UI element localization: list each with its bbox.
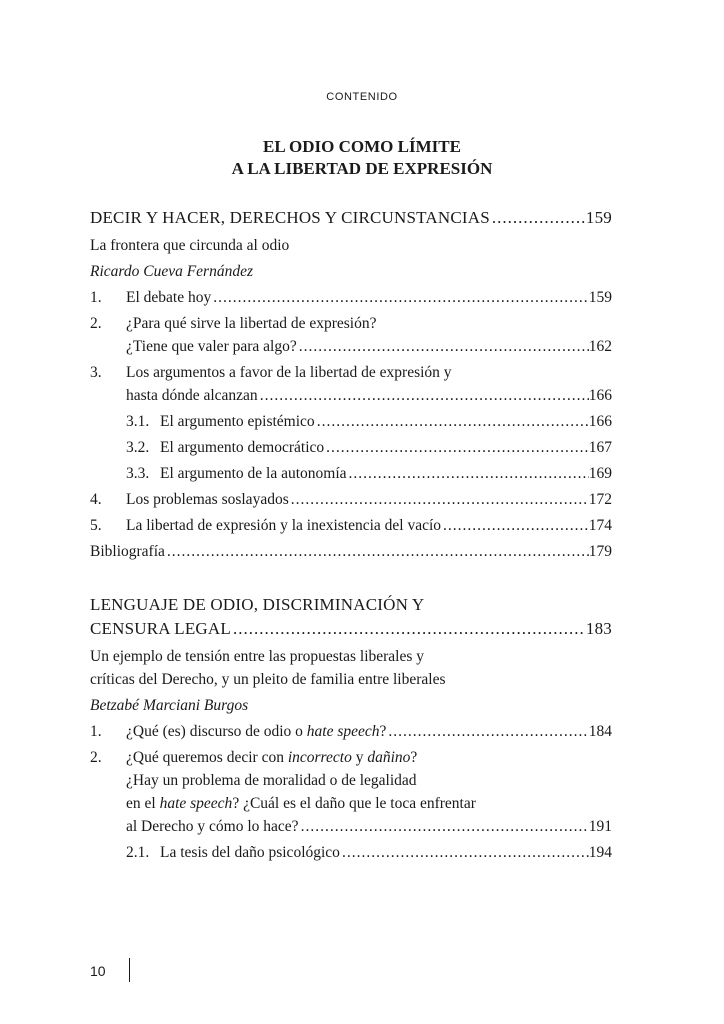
entry-title-line: hasta dónde alcanzan	[126, 387, 258, 404]
subentry-page: 169	[588, 465, 612, 482]
dot-leader	[289, 488, 589, 511]
toc-entry-4[interactable]	[90, 488, 612, 511]
entry-number: 1.	[90, 289, 102, 306]
entry-number: 3.	[90, 364, 102, 381]
toc-entry-3[interactable]	[90, 361, 612, 407]
running-head: CONTENIDO	[326, 91, 398, 103]
subentry-title: El argumento de la autonomía	[160, 465, 347, 482]
entry-title-line: ¿Hay un problema de moralidad o de legalidad	[126, 772, 417, 789]
entry-number: 1.	[90, 723, 102, 740]
dot-leader	[231, 617, 586, 641]
section-2-author: Betzabé Marciani Burgos	[90, 697, 249, 714]
section-1-subtitle: La frontera que circunda al odio	[90, 237, 290, 254]
toc-subentry-3-2[interactable]	[90, 436, 612, 459]
section-1-heading-text: DECIR Y HACER, DERECHOS Y CIRCUNSTANCIAS	[90, 208, 490, 227]
dot-leader	[340, 841, 589, 864]
page-number: 10	[90, 963, 106, 979]
folio-divider	[129, 958, 130, 982]
entry-number: 5.	[90, 517, 102, 534]
section-1-author: Ricardo Cueva Fernández	[90, 263, 253, 280]
book-title	[0, 136, 724, 180]
section-1-heading[interactable]	[90, 206, 612, 230]
dot-leader	[165, 540, 589, 563]
section-2-heading-line-2: CENSURA LEGAL	[90, 619, 231, 638]
toc-entry-s2-2[interactable]	[90, 746, 612, 838]
bibliography-page: 179	[588, 543, 612, 560]
section-2-heading[interactable]	[90, 593, 612, 641]
entry-number: 4.	[90, 491, 102, 508]
toc-bibliography[interactable]	[90, 540, 612, 563]
section-2-heading-line-1: LENGUAJE DE ODIO, DISCRIMINACIÓN Y	[90, 595, 425, 614]
subentry-number: 2.1.	[126, 844, 150, 861]
section-1-heading-page: 159	[585, 208, 612, 227]
subentry-number: 3.2.	[126, 439, 150, 456]
entry-page: 166	[588, 387, 612, 404]
subentry-page: 167	[588, 439, 612, 456]
section-2-subtitle-line-1: Un ejemplo de tensión entre las propuestas liberales y	[90, 648, 425, 665]
book-title-line-2: A LA LIBERTAD DE EXPRESIÓN	[231, 159, 493, 178]
dot-leader	[211, 286, 589, 309]
entry-page: 162	[588, 338, 612, 355]
subentry-number: 3.1.	[126, 413, 150, 430]
entry-title-line: al Derecho y cómo lo hace?	[126, 818, 299, 835]
subentry-page: 166	[588, 413, 612, 430]
dot-leader	[441, 514, 589, 537]
dot-leader	[299, 815, 589, 838]
toc-subentry-3-3[interactable]	[90, 462, 612, 485]
toc-entry-5[interactable]	[90, 514, 612, 537]
entry-page: 174	[588, 517, 612, 534]
section-2-heading-page: 183	[585, 619, 612, 638]
entry-title: ¿Qué (es) discurso de odio o hate speech?	[126, 723, 387, 740]
toc-entry-1[interactable]	[90, 286, 612, 309]
toc-entry-s2-1[interactable]	[90, 720, 612, 743]
dot-leader	[315, 410, 589, 433]
entry-page: 184	[588, 723, 612, 740]
subentry-title: El argumento democrático	[160, 439, 325, 456]
section-2-subtitle-line-2: críticas del Derecho, y un pleito de familia entre liberales	[90, 671, 446, 688]
entry-title-line: en el hate speech? ¿Cuál es el daño que le toca enfrentar	[126, 795, 476, 812]
subentry-page: 194	[588, 844, 612, 861]
entry-number: 2.	[90, 315, 102, 332]
dot-leader	[324, 436, 589, 459]
dot-leader	[347, 462, 589, 485]
toc-subentry-3-1[interactable]	[90, 410, 612, 433]
book-title-line-1: EL ODIO COMO LÍMITE	[263, 137, 461, 156]
subentry-title: La tesis del daño psicológico	[160, 844, 340, 861]
dot-leader	[490, 206, 586, 230]
subentry-number: 3.3.	[126, 465, 150, 482]
table-of-contents	[90, 206, 612, 864]
entry-title-line: ¿Para qué sirve la libertad de expresión?	[126, 315, 377, 332]
entry-number: 2.	[90, 749, 102, 766]
entry-title: Los problemas soslayados	[126, 491, 289, 508]
entry-title-line: ¿Qué queremos decir con incorrecto y dañino?	[126, 749, 418, 766]
entry-title-line: Los argumentos a favor de la libertad de expresión y	[126, 364, 452, 381]
entry-title-line: ¿Tiene que valer para algo?	[126, 338, 297, 355]
bibliography-title: Bibliografía	[90, 543, 165, 560]
entry-page: 172	[588, 491, 612, 508]
subentry-title: El argumento epistémico	[160, 413, 315, 430]
entry-title: La libertad de expresión y la inexistencia del vacío	[126, 517, 442, 534]
entry-page: 191	[588, 818, 612, 835]
dot-leader	[297, 335, 589, 358]
entry-page: 159	[588, 289, 612, 306]
toc-entry-2[interactable]	[90, 312, 612, 358]
dot-leader	[258, 384, 589, 407]
dot-leader	[386, 720, 588, 743]
entry-title: El debate hoy	[126, 289, 212, 306]
toc-subentry-s2-2-1[interactable]	[90, 841, 612, 864]
